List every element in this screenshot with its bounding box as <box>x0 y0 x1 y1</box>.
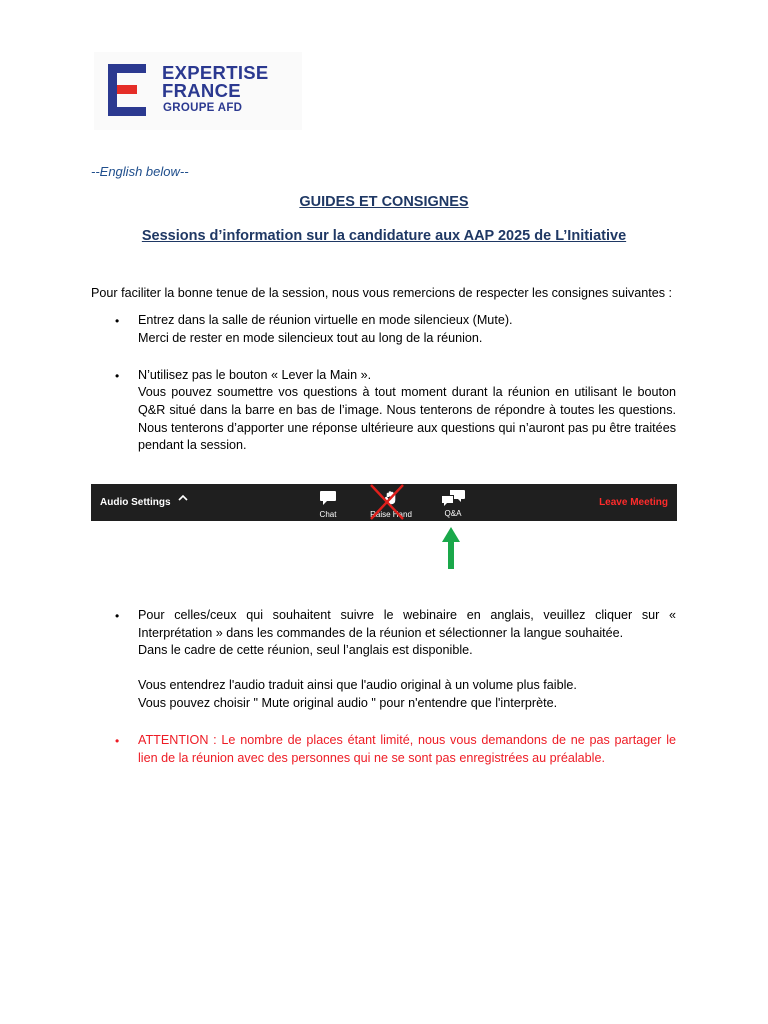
audio-settings-button[interactable]: Audio Settings <box>100 497 171 508</box>
document-subtitle <box>0 228 768 244</box>
bullet-3-line-3: Dans le cadre de cette réunion, seul l’anglais est disponible. <box>138 643 473 657</box>
leave-meeting-button[interactable]: Leave Meeting <box>599 497 668 508</box>
bullet-icon: • <box>115 314 120 328</box>
qa-icon <box>441 489 466 507</box>
bullet-1-line-1: Entrez dans la salle de réunion virtuelle en mode silencieux (Mute). <box>138 313 513 327</box>
raise-hand-label: Raise Hand <box>370 510 412 519</box>
expertise-france-logo <box>94 52 302 130</box>
document-subtitle-text: Sessions d’information sur la candidature aux AAP 2025 de L’Initiative <box>141 228 627 244</box>
bullet-3-line-5: Vous pouvez choisir " Mute original audio " pour n'entendre que l'interprète. <box>138 696 558 710</box>
english-below-note: --English below-- <box>91 164 189 179</box>
bullet-3-paragraph: Pour celles/ceux qui souhaitent suivre le webinaire en anglais, veuillez cliquer sur « Interprétation » dans les commandes de la réunion et sélectionner la langue souhaitée. <box>138 608 676 640</box>
forbidden-cross-icon <box>361 483 421 523</box>
raise-hand-button[interactable] <box>361 486 421 520</box>
bullet-1-line-2: Merci de rester en mode silencieux tout au long de la réunion. <box>138 331 483 345</box>
chat-label: Chat <box>319 510 337 519</box>
qa-button[interactable] <box>436 488 470 518</box>
bullet-icon: • <box>115 369 120 383</box>
expertise-france-logo-mark-icon <box>108 64 146 116</box>
chat-button[interactable] <box>311 489 345 519</box>
meeting-toolbar <box>91 484 677 521</box>
green-arrow-up-icon <box>440 527 462 571</box>
logo-line-expertise: EXPERTISE <box>162 62 269 83</box>
logo-line-france: FRANCE <box>162 80 241 101</box>
document-title-text: GUIDES ET CONSIGNES <box>299 194 469 210</box>
bullet-2-paragraph: Vous pouvez soumettre vos questions à tout moment durant la réunion en utilisant le bouton Q&R situé dans la barre en bas de l’image. Nous tenterons de répondre à toutes les questions. Nous tenterons d’apporter une réponse ultérieure aux questions qui n’auront pas pu être traitées pendant la session. <box>138 385 676 453</box>
document-title <box>0 194 768 210</box>
qa-label: Q&A <box>444 509 462 518</box>
caret-up-icon[interactable] <box>177 493 189 503</box>
bullet-2-line-1: N’utilisez pas le bouton « Lever la Main ». <box>138 368 372 382</box>
attention-paragraph: ATTENTION : Le nombre de places étant limité, nous vous demandons de ne pas partager le lien de la réunion avec des personnes qui ne se sont pas enregistrées au préalable. <box>138 733 676 765</box>
logo-line-groupe-afd: GROUPE AFD <box>163 102 243 114</box>
bullet-icon: • <box>115 609 120 623</box>
bullet-3-line-4: Vous entendrez l'audio traduit ainsi que l'audio original à un volume plus faible. <box>138 678 577 692</box>
chat-icon <box>319 490 337 507</box>
bullet-icon: • <box>115 734 120 748</box>
intro-paragraph: Pour faciliter la bonne tenue de la session, nous vous remercions de respecter les consignes suivantes : <box>91 286 673 300</box>
